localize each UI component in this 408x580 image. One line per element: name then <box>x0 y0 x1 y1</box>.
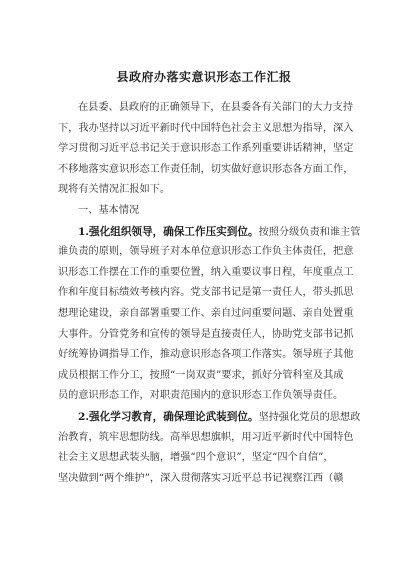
item-2-line: 坚决做到“两个维护”，深入贯彻落实习近平总书记视察江西（赣 <box>58 472 344 484</box>
item-2-lead: 2.强化学习教育，确保理论武装到位。 <box>78 410 259 423</box>
item-1-line: 员的意识形态工作，对职责范围内的意识形态工作负领导责任。 <box>58 390 344 402</box>
intro-line: 学习贯彻习近平总书记关于意识形态工作系列重要讲话精神，坚定 <box>58 143 354 155</box>
item-1-line: 大事件。分管党务和宣传的领导是直接责任人，协助党支部书记抓 <box>58 328 354 340</box>
item-1-line: 好统筹协调指导工作，推动意识形态各项工作落实。领导班子其他 <box>58 349 354 361</box>
item-2-line: 社会主义思想武装头脑，增强“四个意识”，坚定“四个自信”， <box>58 452 334 464</box>
item-2-lead-rest: 坚持强化党员的思想政 <box>258 411 361 423</box>
item-1-line: 想理论建设，亲自部署重要工作、亲自过问重要问题、亲自处置重 <box>58 307 354 319</box>
item-1-line: 谁负责的原则，领导班子对本单位意识形态工作负主体责任，把意 <box>58 246 354 258</box>
item-1-lead-rest: 按照分级负责和谁主管 <box>258 226 361 238</box>
item-2-first-line <box>58 407 361 428</box>
section-heading: 一、基本情况 <box>78 204 140 216</box>
item-1-first-line <box>58 222 361 243</box>
item-1-line: 识形态工作摆在工作的重要位置，纳入重要议事日程，年度重点工 <box>58 266 354 278</box>
item-1-line: 作和年度目标绩效考核内容。党支部书记是第一责任人，带头抓思 <box>58 287 354 299</box>
document-body <box>58 98 361 489</box>
document-title: 县政府办落实意识形态工作汇报 <box>116 70 292 84</box>
item-2-line: 治教育，筑牢思想防线。高举思想旗帜，用习近平新时代中国特色 <box>58 431 354 443</box>
intro-line: 不移地落实意识形态工作责任制，切实做好意识形态各方面工作， <box>58 163 354 175</box>
intro-line: 在县委、县政府的正确领导下，在县委各有关部门的大力支持 <box>78 102 354 113</box>
intro-line: 现将有关情况汇报如下。 <box>58 184 171 196</box>
intro-line: 下，我办坚持以习近平新时代中国特色社会主义思想为指导，深入 <box>58 122 354 134</box>
item-1-lead: 1.强化组织领导，确保工作压实到位。 <box>78 225 259 238</box>
item-1-line: 成员根据工作分工，按照“一岗双责”要求，抓好分管科室及其成 <box>58 369 344 381</box>
